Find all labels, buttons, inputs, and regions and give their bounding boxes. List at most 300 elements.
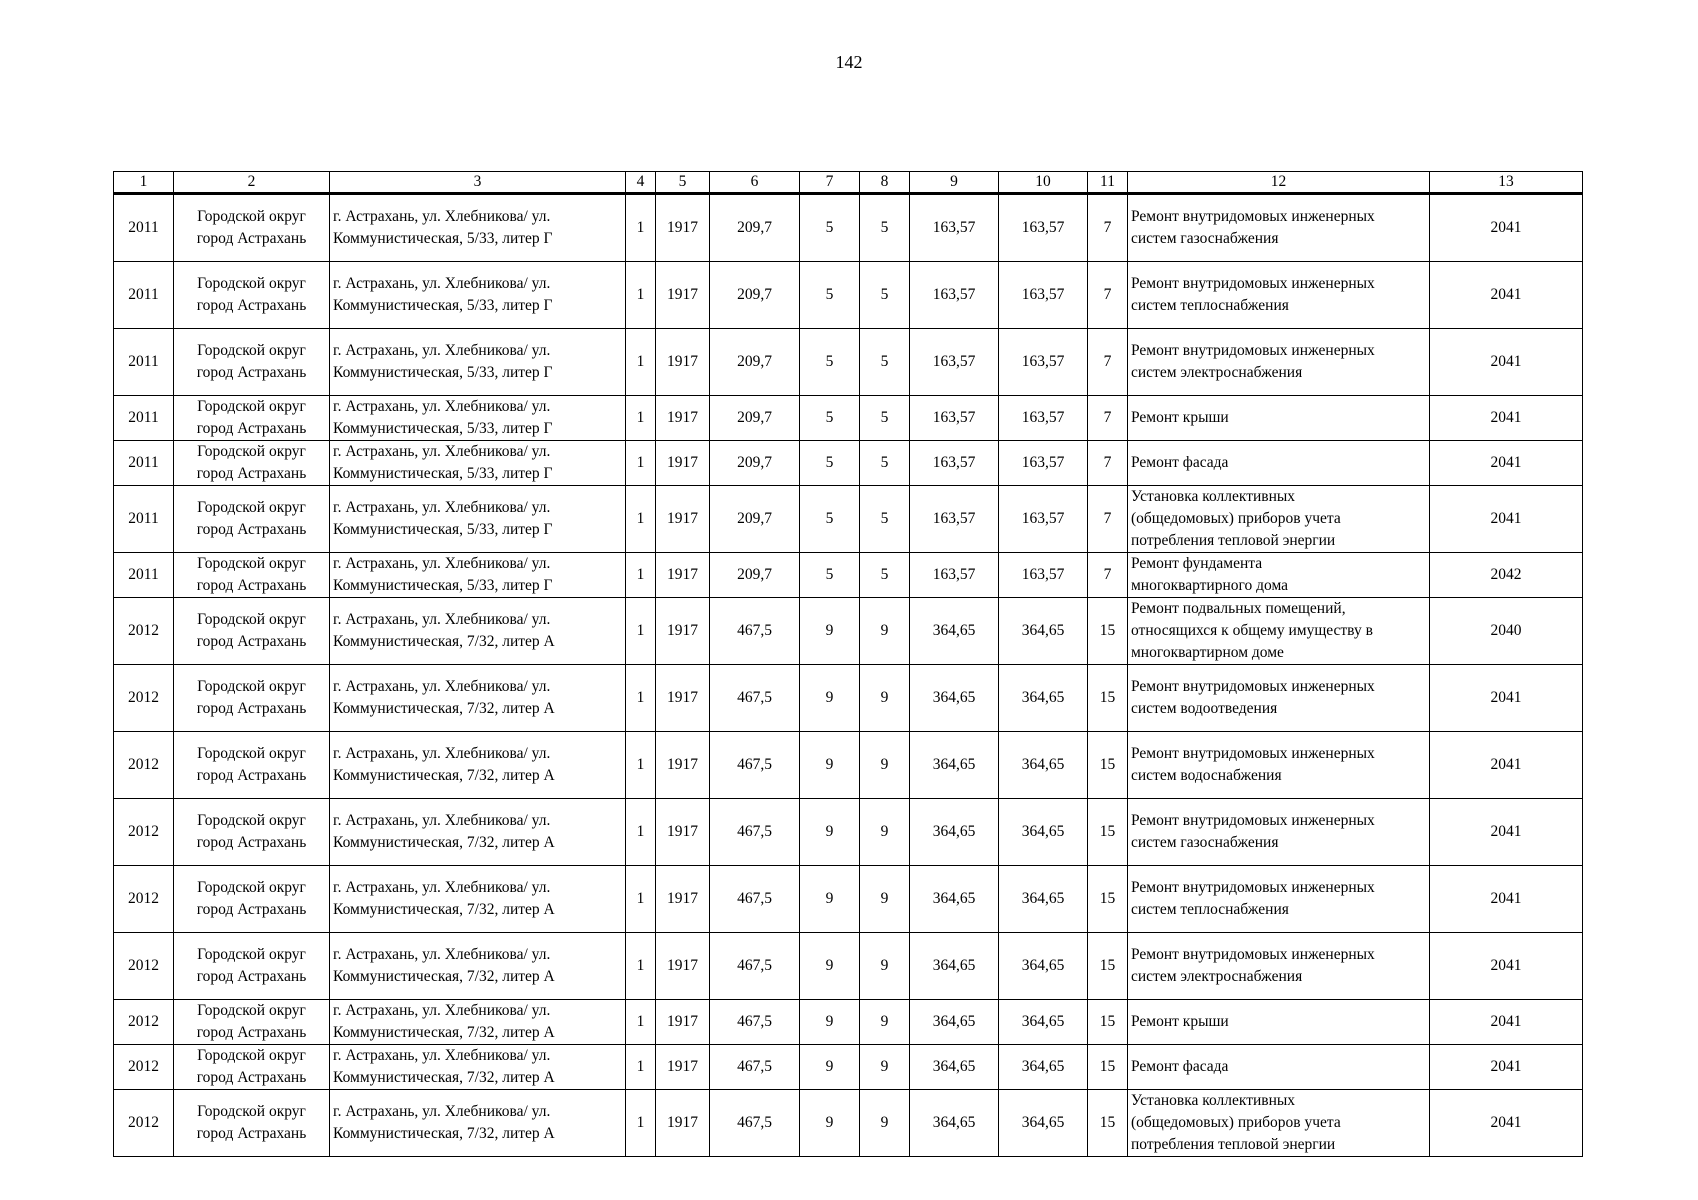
cell-col-8: 9 (860, 799, 910, 866)
cell-line: Коммунистическая, 7/32, литер А (333, 700, 555, 717)
cell-line: Городской округ (197, 879, 306, 896)
cell-col-10: 364,65 (999, 933, 1088, 1000)
cell-line: систем водоотведения (1131, 700, 1278, 717)
cell-line: Коммунистическая, 7/32, литер А (333, 1069, 555, 1086)
cell-line: систем электроснабжения (1131, 364, 1303, 381)
cell-col-7: 9 (800, 598, 860, 665)
cell-col-4: 1 (626, 598, 656, 665)
cell-col-5: 1917 (656, 194, 710, 262)
cell-col-6: 467,5 (710, 665, 800, 732)
cell-year: 2012 (114, 866, 174, 933)
cell-line: систем газоснабжения (1131, 230, 1279, 247)
cell-col-11: 7 (1088, 396, 1128, 441)
cell-line: Установка коллективных (1131, 488, 1296, 505)
cell-work-type (1128, 1045, 1430, 1090)
cell-line: г. Астрахань, ул. Хлебникова/ ул. (333, 342, 551, 359)
cell-col-13: 2041 (1430, 1090, 1583, 1157)
cell-col-5: 1917 (656, 665, 710, 732)
cell-line: систем газоснабжения (1131, 834, 1279, 851)
table-row (114, 396, 1583, 441)
cell-address (330, 194, 626, 262)
cell-line: город Астрахань (196, 1125, 307, 1142)
cell-line: Городской округ (197, 555, 306, 572)
cell-line: г. Астрахань, ул. Хлебникова/ ул. (333, 275, 551, 292)
cell-col-9: 364,65 (910, 933, 999, 1000)
cell-address (330, 665, 626, 732)
cell-line: город Астрахань (196, 1069, 307, 1086)
cell-line: город Астрахань (196, 465, 307, 482)
cell-line: потребления тепловой энергии (1131, 1136, 1336, 1153)
cell-line: Городской округ (197, 611, 306, 628)
cell-col-7: 9 (800, 1000, 860, 1045)
cell-col-6: 209,7 (710, 396, 800, 441)
cell-col-8: 9 (860, 665, 910, 732)
cell-line: многоквартирного дома (1131, 577, 1289, 594)
cell-col-6: 209,7 (710, 486, 800, 553)
cell-col-13: 2041 (1430, 194, 1583, 262)
cell-address (330, 1045, 626, 1090)
cell-line: Коммунистическая, 7/32, литер А (333, 901, 555, 918)
cell-line: Ремонт внутридомовых инженерных (1131, 275, 1375, 292)
cell-col-5: 1917 (656, 1045, 710, 1090)
cell-district (174, 1090, 330, 1157)
cell-col-9: 163,57 (910, 329, 999, 396)
cell-address (330, 1000, 626, 1045)
cell-district (174, 441, 330, 486)
cell-col-5: 1917 (656, 1000, 710, 1045)
cell-col-5: 1917 (656, 933, 710, 1000)
cell-col-4: 1 (626, 486, 656, 553)
cell-col-10: 364,65 (999, 1045, 1088, 1090)
cell-col-4: 1 (626, 799, 656, 866)
cell-col-5: 1917 (656, 866, 710, 933)
cell-col-10: 364,65 (999, 1000, 1088, 1045)
cell-col-6: 209,7 (710, 194, 800, 262)
cell-col-8: 9 (860, 933, 910, 1000)
column-header-7: 7 (800, 172, 860, 194)
table-body (114, 194, 1583, 1157)
cell-line: Ремонт подвальных помещений, (1131, 600, 1346, 617)
cell-line: потребления тепловой энергии (1131, 532, 1336, 549)
cell-col-11: 7 (1088, 441, 1128, 486)
cell-line: город Астрахань (196, 577, 307, 594)
cell-col-10: 163,57 (999, 553, 1088, 598)
column-header-13: 13 (1430, 172, 1583, 194)
cell-col-5: 1917 (656, 441, 710, 486)
cell-line: г. Астрахань, ул. Хлебникова/ ул. (333, 208, 551, 225)
cell-col-10: 364,65 (999, 665, 1088, 732)
cell-year: 2011 (114, 441, 174, 486)
cell-district (174, 396, 330, 441)
cell-address (330, 1090, 626, 1157)
cell-address (330, 262, 626, 329)
cell-line: г. Астрахань, ул. Хлебникова/ ул. (333, 678, 551, 695)
cell-line: Установка коллективных (1131, 1092, 1296, 1109)
cell-address (330, 866, 626, 933)
cell-address (330, 486, 626, 553)
cell-district (174, 1000, 330, 1045)
column-header-9: 9 (910, 172, 999, 194)
cell-col-8: 9 (860, 1045, 910, 1090)
cell-col-13: 2041 (1430, 262, 1583, 329)
cell-col-13: 2041 (1430, 933, 1583, 1000)
cell-line: город Астрахань (196, 834, 307, 851)
cell-line: г. Астрахань, ул. Хлебникова/ ул. (333, 1047, 551, 1064)
cell-line: Городской округ (197, 398, 306, 415)
cell-col-6: 209,7 (710, 262, 800, 329)
cell-col-7: 5 (800, 329, 860, 396)
cell-work-type (1128, 1000, 1430, 1045)
cell-year: 2012 (114, 799, 174, 866)
cell-address (330, 799, 626, 866)
cell-col-10: 364,65 (999, 1090, 1088, 1157)
cell-col-5: 1917 (656, 1090, 710, 1157)
cell-col-7: 9 (800, 799, 860, 866)
column-header-8: 8 (860, 172, 910, 194)
cell-col-10: 163,57 (999, 396, 1088, 441)
cell-work-type (1128, 262, 1430, 329)
cell-col-10: 163,57 (999, 262, 1088, 329)
cell-line: Ремонт фундамента (1131, 555, 1263, 572)
cell-line: Ремонт внутридомовых инженерных (1131, 342, 1375, 359)
cell-line: Коммунистическая, 5/33, литер Г (333, 465, 553, 482)
cell-work-type (1128, 732, 1430, 799)
cell-work-type (1128, 329, 1430, 396)
cell-district (174, 553, 330, 598)
cell-line: Городской округ (197, 499, 306, 516)
cell-col-13: 2040 (1430, 598, 1583, 665)
column-header-4: 4 (626, 172, 656, 194)
cell-line: Коммунистическая, 7/32, литер А (333, 834, 555, 851)
cell-line: г. Астрахань, ул. Хлебникова/ ул. (333, 499, 551, 516)
cell-col-5: 1917 (656, 553, 710, 598)
cell-col-9: 364,65 (910, 665, 999, 732)
cell-line: Ремонт внутридомовых инженерных (1131, 812, 1375, 829)
column-header-11: 11 (1088, 172, 1128, 194)
cell-year: 2012 (114, 1000, 174, 1045)
cell-col-8: 9 (860, 598, 910, 665)
cell-col-5: 1917 (656, 486, 710, 553)
cell-col-7: 9 (800, 933, 860, 1000)
table-row (114, 1045, 1583, 1090)
cell-col-6: 209,7 (710, 553, 800, 598)
cell-col-13: 2041 (1430, 1000, 1583, 1045)
cell-col-11: 15 (1088, 1000, 1128, 1045)
cell-line: (общедомовых) приборов учета (1131, 1114, 1341, 1131)
cell-year: 2012 (114, 665, 174, 732)
cell-line: г. Астрахань, ул. Хлебникова/ ул. (333, 555, 551, 572)
column-number-row (114, 172, 1583, 194)
cell-col-13: 2041 (1430, 732, 1583, 799)
cell-line: г. Астрахань, ул. Хлебникова/ ул. (333, 611, 551, 628)
cell-col-11: 15 (1088, 1090, 1128, 1157)
cell-line: Ремонт фасада (1131, 1058, 1229, 1075)
cell-col-13: 2041 (1430, 1045, 1583, 1090)
cell-col-4: 1 (626, 665, 656, 732)
cell-address (330, 732, 626, 799)
table-row (114, 486, 1583, 553)
cell-line: город Астрахань (196, 901, 307, 918)
column-header-6: 6 (710, 172, 800, 194)
cell-line: систем электроснабжения (1131, 968, 1303, 985)
cell-col-13: 2042 (1430, 553, 1583, 598)
cell-line: систем теплоснабжения (1131, 297, 1289, 314)
cell-line: Городской округ (197, 745, 306, 762)
cell-line: Коммунистическая, 5/33, литер Г (333, 577, 553, 594)
cell-col-11: 15 (1088, 732, 1128, 799)
cell-address (330, 329, 626, 396)
cell-col-8: 5 (860, 486, 910, 553)
cell-line: относящихся к общему имуществу в (1131, 622, 1373, 639)
cell-col-11: 15 (1088, 665, 1128, 732)
table-row (114, 329, 1583, 396)
cell-work-type (1128, 396, 1430, 441)
cell-col-9: 364,65 (910, 598, 999, 665)
cell-col-11: 7 (1088, 194, 1128, 262)
cell-col-13: 2041 (1430, 866, 1583, 933)
cell-col-4: 1 (626, 732, 656, 799)
cell-col-6: 467,5 (710, 866, 800, 933)
cell-line: г. Астрахань, ул. Хлебникова/ ул. (333, 946, 551, 963)
cell-col-13: 2041 (1430, 486, 1583, 553)
cell-col-7: 5 (800, 194, 860, 262)
cell-col-5: 1917 (656, 262, 710, 329)
cell-col-5: 1917 (656, 799, 710, 866)
cell-year: 2012 (114, 1045, 174, 1090)
cell-work-type (1128, 194, 1430, 262)
cell-col-9: 163,57 (910, 486, 999, 553)
cell-col-10: 364,65 (999, 799, 1088, 866)
cell-col-13: 2041 (1430, 665, 1583, 732)
table-row (114, 933, 1583, 1000)
cell-year: 2012 (114, 732, 174, 799)
cell-col-10: 364,65 (999, 598, 1088, 665)
column-header-12: 12 (1128, 172, 1430, 194)
table-row (114, 866, 1583, 933)
cell-line: многоквартирном доме (1131, 644, 1284, 661)
cell-line: Ремонт фасада (1131, 454, 1229, 471)
cell-col-7: 9 (800, 1045, 860, 1090)
table-row (114, 262, 1583, 329)
cell-line: Коммунистическая, 5/33, литер Г (333, 521, 553, 538)
column-header-5: 5 (656, 172, 710, 194)
cell-col-6: 467,5 (710, 799, 800, 866)
cell-col-11: 15 (1088, 866, 1128, 933)
cell-line: город Астрахань (196, 767, 307, 784)
cell-line: Ремонт крыши (1131, 409, 1229, 426)
cell-line: Городской округ (197, 275, 306, 292)
cell-work-type (1128, 933, 1430, 1000)
cell-col-7: 9 (800, 1090, 860, 1157)
cell-col-5: 1917 (656, 598, 710, 665)
cell-col-11: 7 (1088, 553, 1128, 598)
cell-col-9: 364,65 (910, 1000, 999, 1045)
cell-year: 2011 (114, 553, 174, 598)
cell-col-7: 5 (800, 486, 860, 553)
cell-work-type (1128, 1090, 1430, 1157)
cell-line: Городской округ (197, 1103, 306, 1120)
cell-col-8: 9 (860, 1000, 910, 1045)
cell-col-8: 5 (860, 194, 910, 262)
cell-address (330, 553, 626, 598)
cell-line: г. Астрахань, ул. Хлебникова/ ул. (333, 879, 551, 896)
cell-col-8: 5 (860, 396, 910, 441)
cell-col-13: 2041 (1430, 329, 1583, 396)
column-header-1: 1 (114, 172, 174, 194)
cell-district (174, 194, 330, 262)
cell-line: (общедомовых) приборов учета (1131, 510, 1341, 527)
cell-col-6: 467,5 (710, 732, 800, 799)
cell-district (174, 329, 330, 396)
cell-col-8: 9 (860, 866, 910, 933)
cell-line: Ремонт внутридомовых инженерных (1131, 678, 1375, 695)
cell-line: Коммунистическая, 7/32, литер А (333, 633, 555, 650)
cell-col-5: 1917 (656, 732, 710, 799)
table-row (114, 598, 1583, 665)
cell-col-7: 9 (800, 866, 860, 933)
cell-line: Городской округ (197, 678, 306, 695)
capital-repair-table (113, 171, 1583, 1157)
cell-line: Коммунистическая, 5/33, литер Г (333, 297, 553, 314)
column-header-2: 2 (174, 172, 330, 194)
cell-col-10: 163,57 (999, 441, 1088, 486)
cell-col-8: 9 (860, 1090, 910, 1157)
cell-col-4: 1 (626, 1000, 656, 1045)
cell-line: Коммунистическая, 7/32, литер А (333, 968, 555, 985)
cell-col-11: 7 (1088, 486, 1128, 553)
cell-col-9: 163,57 (910, 553, 999, 598)
cell-line: Городской округ (197, 342, 306, 359)
cell-district (174, 933, 330, 1000)
cell-line: Коммунистическая, 7/32, литер А (333, 1024, 555, 1041)
cell-district (174, 486, 330, 553)
cell-col-9: 364,65 (910, 799, 999, 866)
table-row (114, 1090, 1583, 1157)
table-row (114, 553, 1583, 598)
cell-col-11: 7 (1088, 262, 1128, 329)
cell-col-8: 9 (860, 732, 910, 799)
cell-line: г. Астрахань, ул. Хлебникова/ ул. (333, 812, 551, 829)
cell-year: 2011 (114, 486, 174, 553)
cell-line: г. Астрахань, ул. Хлебникова/ ул. (333, 443, 551, 460)
cell-line: Ремонт внутридомовых инженерных (1131, 879, 1375, 896)
cell-year: 2011 (114, 262, 174, 329)
cell-year: 2012 (114, 1090, 174, 1157)
cell-col-6: 467,5 (710, 933, 800, 1000)
cell-work-type (1128, 553, 1430, 598)
cell-col-13: 2041 (1430, 799, 1583, 866)
table-row (114, 665, 1583, 732)
cell-col-10: 364,65 (999, 866, 1088, 933)
cell-col-10: 163,57 (999, 194, 1088, 262)
cell-line: систем теплоснабжения (1131, 901, 1289, 918)
cell-line: Городской округ (197, 1002, 306, 1019)
cell-col-7: 5 (800, 396, 860, 441)
cell-line: Коммунистическая, 7/32, литер А (333, 1125, 555, 1142)
cell-district (174, 665, 330, 732)
cell-col-6: 209,7 (710, 441, 800, 486)
cell-line: город Астрахань (196, 297, 307, 314)
table-row (114, 441, 1583, 486)
cell-col-8: 5 (860, 329, 910, 396)
cell-line: город Астрахань (196, 521, 307, 538)
cell-work-type (1128, 486, 1430, 553)
cell-col-6: 467,5 (710, 1000, 800, 1045)
column-header-3: 3 (330, 172, 626, 194)
cell-work-type (1128, 441, 1430, 486)
cell-col-5: 1917 (656, 396, 710, 441)
cell-line: г. Астрахань, ул. Хлебникова/ ул. (333, 398, 551, 415)
cell-col-8: 5 (860, 262, 910, 329)
column-header-10: 10 (999, 172, 1088, 194)
cell-col-9: 163,57 (910, 396, 999, 441)
cell-col-9: 163,57 (910, 194, 999, 262)
cell-line: город Астрахань (196, 968, 307, 985)
cell-col-4: 1 (626, 441, 656, 486)
cell-line: Ремонт внутридомовых инженерных (1131, 208, 1375, 225)
cell-work-type (1128, 799, 1430, 866)
cell-district (174, 262, 330, 329)
cell-line: Коммунистическая, 5/33, литер Г (333, 230, 553, 247)
cell-col-7: 5 (800, 553, 860, 598)
cell-work-type (1128, 665, 1430, 732)
cell-line: город Астрахань (196, 633, 307, 650)
cell-line: Городской округ (197, 208, 306, 225)
cell-line: город Астрахань (196, 364, 307, 381)
cell-col-7: 5 (800, 441, 860, 486)
cell-col-6: 467,5 (710, 1045, 800, 1090)
cell-col-7: 9 (800, 732, 860, 799)
cell-line: г. Астрахань, ул. Хлебникова/ ул. (333, 745, 551, 762)
cell-col-4: 1 (626, 866, 656, 933)
cell-col-11: 15 (1088, 1045, 1128, 1090)
cell-year: 2012 (114, 598, 174, 665)
cell-col-10: 163,57 (999, 329, 1088, 396)
cell-col-11: 15 (1088, 933, 1128, 1000)
cell-col-9: 163,57 (910, 441, 999, 486)
cell-col-4: 1 (626, 1045, 656, 1090)
cell-line: Городской округ (197, 443, 306, 460)
cell-work-type (1128, 598, 1430, 665)
table-row (114, 732, 1583, 799)
cell-work-type (1128, 866, 1430, 933)
cell-col-4: 1 (626, 329, 656, 396)
cell-col-8: 5 (860, 441, 910, 486)
cell-line: Городской округ (197, 1047, 306, 1064)
cell-line: систем водоснабжения (1131, 767, 1282, 784)
cell-col-9: 163,57 (910, 262, 999, 329)
cell-line: Коммунистическая, 7/32, литер А (333, 767, 555, 784)
cell-line: Ремонт внутридомовых инженерных (1131, 946, 1375, 963)
cell-col-6: 209,7 (710, 329, 800, 396)
cell-col-4: 1 (626, 262, 656, 329)
cell-col-11: 15 (1088, 799, 1128, 866)
cell-col-4: 1 (626, 194, 656, 262)
cell-col-7: 5 (800, 262, 860, 329)
table-row (114, 1000, 1583, 1045)
table-row (114, 799, 1583, 866)
cell-col-9: 364,65 (910, 732, 999, 799)
cell-line: город Астрахань (196, 1024, 307, 1041)
cell-col-13: 2041 (1430, 396, 1583, 441)
cell-col-6: 467,5 (710, 1090, 800, 1157)
cell-col-8: 5 (860, 553, 910, 598)
cell-district (174, 732, 330, 799)
cell-col-10: 364,65 (999, 732, 1088, 799)
cell-year: 2012 (114, 933, 174, 1000)
cell-year: 2011 (114, 396, 174, 441)
cell-col-9: 364,65 (910, 1090, 999, 1157)
